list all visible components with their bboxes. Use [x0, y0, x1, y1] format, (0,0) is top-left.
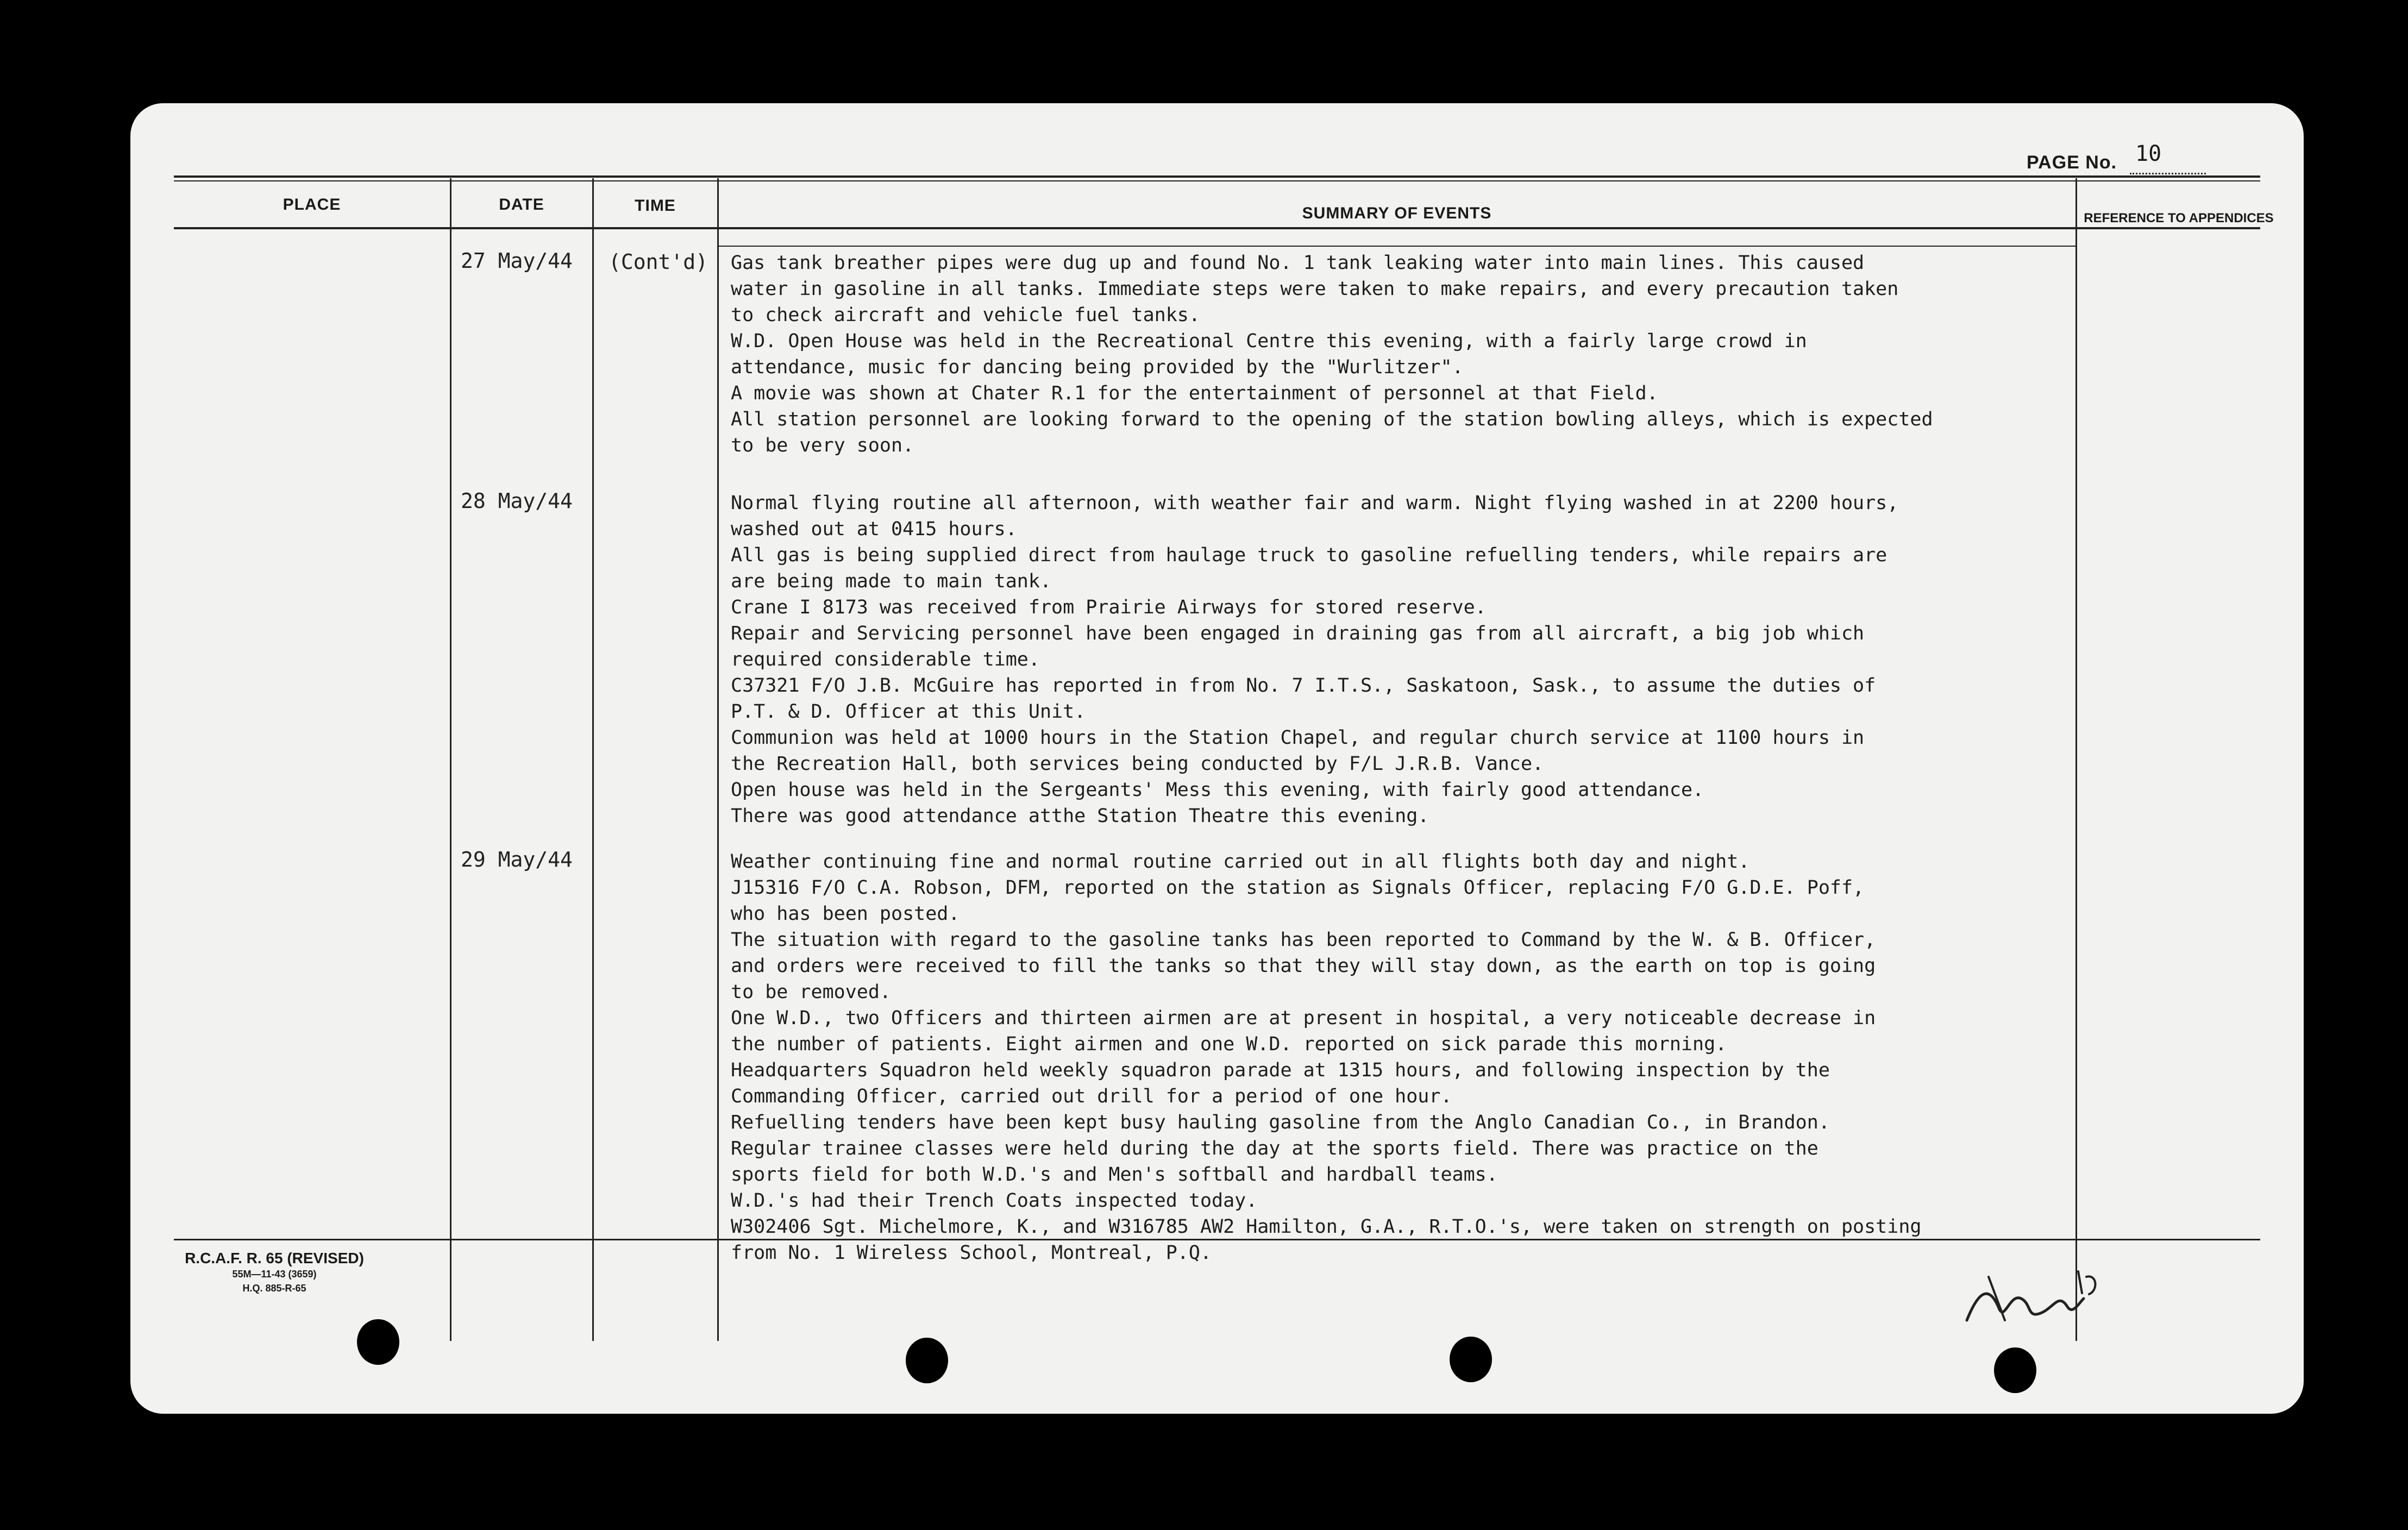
entry-date: 27 May/44	[461, 249, 573, 273]
event-line: to be removed.	[731, 981, 892, 1003]
event-line: All gas is being supplied direct from haulage truck to gasoline refuelling tenders, while repairs are	[731, 544, 1887, 566]
header-top-rule-thin	[174, 180, 2260, 181]
event-line: Repair and Servicing personnel have been engaged in draining gas from all aircraft, a big job which	[731, 623, 1865, 644]
form-print-code: 55M—11-43 (3659)	[232, 1269, 317, 1280]
summary-header-rule	[717, 246, 2075, 247]
column-header-date: DATE	[499, 196, 544, 214]
event-line: Crane I 8173 was received from Prairie Airways for stored reserve.	[731, 597, 1487, 618]
event-line: and orders were received to fill the tanks so that they will stay down, as the earth on top is going	[731, 955, 1876, 977]
page-no-value: 10	[2135, 141, 2162, 166]
header-top-rule	[174, 175, 2260, 178]
diary-card	[130, 103, 2304, 1414]
event-line: All station personnel are looking forward to the opening of the station bowling alleys, which is expected	[731, 409, 1933, 430]
form-hq-code: H.Q. 885-R-65	[242, 1283, 306, 1294]
event-line: Regular trainee classes were held during the day at the sports field. There was practice on the	[731, 1138, 1818, 1159]
entry-summary	[731, 849, 2089, 1266]
event-line: J15316 F/O C.A. Robson, DFM, reported on the station as Signals Officer, replacing F/O G.D.E. Poff,	[731, 877, 1865, 899]
entry-date: 29 May/44	[461, 848, 573, 871]
event-line: W302406 Sgt. Michelmore, K., and W316785 AW2 Hamilton, G.A., R.T.O.'s, were taken on strength on posting	[731, 1216, 1922, 1238]
event-line: the number of patients. Eight airmen and one W.D. reported on sick parade this morning.	[731, 1033, 1727, 1055]
event-line: C37321 F/O J.B. McGuire has reported in from No. 7 I.T.S., Saskatoon, Sask., to assume the duties of	[731, 675, 1876, 697]
event-line: are being made to main tank.	[731, 570, 1052, 592]
form-reference	[160, 1250, 388, 1295]
event-line: Communion was held at 1000 hours in the Station Chapel, and regular church service at 1100 hours in	[731, 727, 1865, 749]
divider-time-summary	[717, 178, 719, 1341]
column-header-summary: SUMMARY OF EVENTS	[1302, 204, 1492, 222]
event-line: Open house was held in the Sergeants' Mess this evening, with fairly good attendance.	[731, 779, 1704, 801]
entry-summary	[731, 490, 2089, 829]
event-line: P.T. & D. Officer at this Unit.	[731, 701, 1086, 723]
event-line: Commanding Officer, carried out drill for a period of one hour.	[731, 1086, 1452, 1107]
event-line: W.D.'s had their Trench Coats inspected today.	[731, 1190, 1258, 1212]
event-line: A movie was shown at Chater R.1 for the entertainment of personnel at that Field.	[731, 382, 1658, 404]
event-line: Refuelling tenders have been kept busy hauling gasoline from the Anglo Canadian Co., in Brandon.	[731, 1112, 1830, 1133]
column-header-time: TIME	[635, 197, 676, 215]
punch-hole	[1994, 1347, 2036, 1393]
event-line: washed out at 0415 hours.	[731, 518, 1017, 540]
punch-hole	[357, 1319, 399, 1365]
entry-time: (Cont'd)	[609, 250, 708, 274]
event-line: Weather continuing fine and normal routine carried out in all flights both day and night.	[731, 851, 1750, 873]
entry-date: 28 May/44	[461, 489, 573, 513]
event-line: attendance, music for dancing being provided by the "Wurlitzer".	[731, 356, 1464, 378]
event-line: the Recreation Hall, both services being conducted by F/L J.R.B. Vance.	[731, 753, 1544, 775]
handwritten-initials	[1956, 1261, 2108, 1337]
event-line: to be very soon.	[731, 435, 914, 456]
event-line: Normal flying routine all afternoon, with weather fair and warm. Night flying washed in at 2200 hours,	[731, 492, 1899, 514]
column-header-reference: REFERENCE TO APPENDICES	[2084, 211, 2274, 225]
divider-place-date	[450, 178, 451, 1341]
form-number: R.C.A.F. R. 65 (REVISED)	[185, 1250, 364, 1266]
page-no-underline	[2130, 173, 2206, 174]
event-line: water in gasoline in all tanks. Immediate steps were taken to make repairs, and every precaution taken	[731, 278, 1899, 300]
event-line: required considerable time.	[731, 649, 1040, 670]
event-line: There was good attendance atthe Station Theatre this evening.	[731, 805, 1429, 827]
page-no-label: PAGE No.	[2027, 152, 2117, 173]
event-line: from No. 1 Wireless School, Montreal, P.Q.	[731, 1242, 1212, 1264]
event-line: Headquarters Squadron held weekly squadron parade at 1315 hours, and following inspection by the	[731, 1059, 1830, 1081]
event-line: The situation with regard to the gasoline tanks has been reported to Command by the W. & B. Officer,	[731, 929, 1876, 951]
column-header-place: PLACE	[283, 196, 341, 214]
event-line: who has been posted.	[731, 903, 960, 925]
event-line: W.D. Open House was held in the Recreational Centre this evening, with a fairly large crowd in	[731, 330, 1807, 352]
entry-summary	[731, 250, 2089, 459]
event-line: Gas tank breather pipes were dug up and found No. 1 tank leaking water into main lines. This caused	[731, 252, 1865, 274]
event-line: sports field for both W.D.'s and Men's softball and hardball teams.	[731, 1164, 1498, 1186]
punch-hole	[1450, 1337, 1492, 1382]
event-line: to check aircraft and vehicle fuel tanks.	[731, 304, 1200, 326]
header-bottom-rule	[174, 227, 2260, 229]
divider-date-time	[592, 178, 594, 1341]
event-line: One W.D., two Officers and thirteen airmen are at present in hospital, a very noticeable decrease in	[731, 1007, 1876, 1029]
punch-hole	[906, 1338, 948, 1383]
